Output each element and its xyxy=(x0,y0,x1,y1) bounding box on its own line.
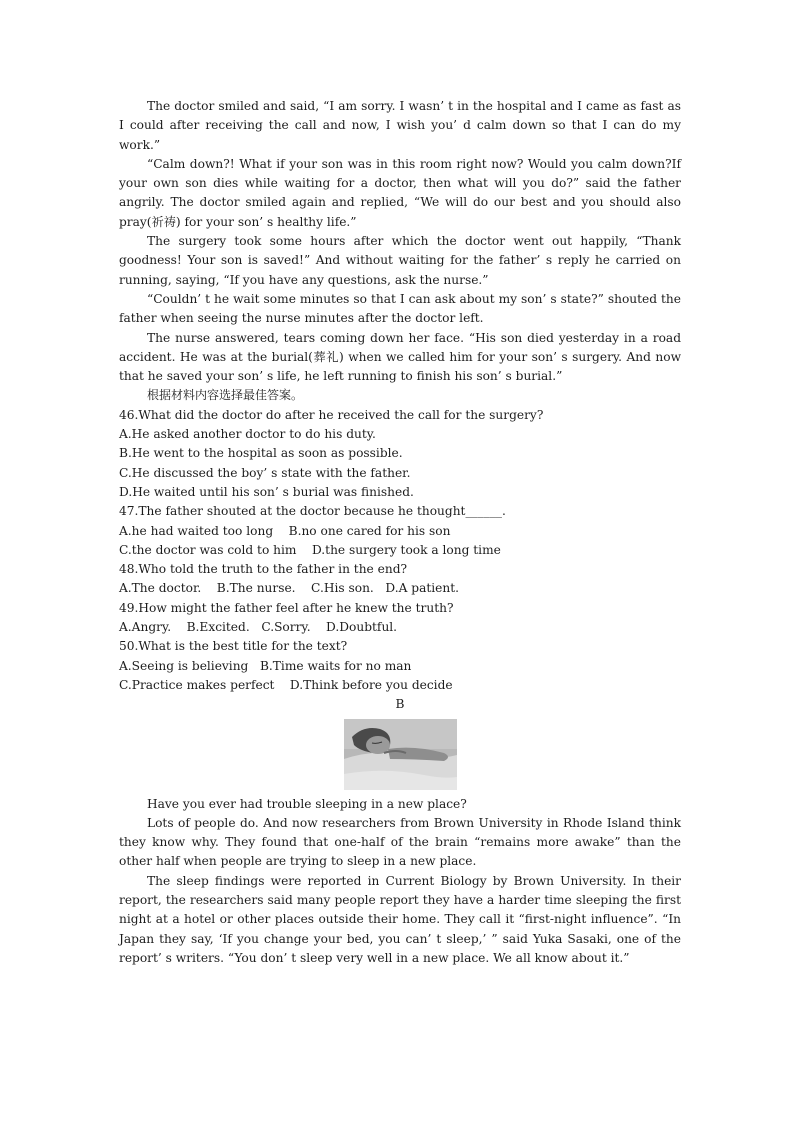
passage-b-paragraph-3: The sleep findings were reported in Current Biology by Brown University. In their report, the researchers said many people report they have a harder time sleeping the first night at a hotel or other places outside their home. They call it “first-night influence”. “In Japan they say, ‘If you change your bed, you can’ t sleep,’ ” said Yuka Sasaki, one of the report’ s writers. “You don’ t sleep very well in a new place. We all know about it.” xyxy=(119,873,681,965)
question-stem: 46.What did the doctor do after he received the call for the surgery? xyxy=(119,407,544,422)
question-option: A.He asked another doctor to do his duty. xyxy=(119,427,376,442)
document-page xyxy=(119,97,681,968)
question-47 xyxy=(119,502,681,560)
question-option: A.he had waited too long B.no one cared for his son xyxy=(119,523,451,538)
passage-b-paragraph-2: Lots of people do. And now researchers from Brown University in Rhode Island think they know why. They found that one-half of the brain “remains more awake” than the other half when people are trying to sleep in a new place. xyxy=(119,815,681,869)
question-stem: 47.The father shouted at the doctor because he thought______. xyxy=(119,504,506,519)
section-b-label: B xyxy=(395,697,405,712)
question-option: C.the doctor was cold to him D.the surgery took a long time xyxy=(119,542,501,557)
passage-b-paragraph-1: Have you ever had trouble sleeping in a new place? xyxy=(147,796,467,811)
question-option: A.Seeing is believing B.Time waits for no man xyxy=(119,658,412,673)
question-48 xyxy=(119,560,681,599)
question-option: A.Angry. B.Excited. C.Sorry. D.Doubtful. xyxy=(119,620,398,635)
question-option: D.He waited until his son’ s burial was finished. xyxy=(119,484,414,499)
question-option: B.He went to the hospital as soon as possible. xyxy=(119,446,403,461)
passage-a-paragraph-3: The surgery took some hours after which the doctor went out happily, “Thank goodness! Your son is saved!” And without waiting for the father’ s reply he carried on running, saying, “If you have any questions, ask the nurse.” xyxy=(119,234,681,287)
question-46 xyxy=(119,406,681,502)
question-49 xyxy=(119,599,681,638)
instruction: 根据材料内容选择最佳答案。 xyxy=(147,388,304,403)
question-option: C.Practice makes perfect D.Think before you decide xyxy=(119,677,453,692)
question-stem: 50.What is the best title for the text? xyxy=(119,639,348,654)
passage-a-paragraph-5: The nurse answered, tears coming down her face. “His son died yesterday in a road accident. He was at the burial(葬礼) when we called him for your son’ s surgery. And now that he saved your son’ s life, he left running to finish his son’ s burial.” xyxy=(119,330,681,384)
passage-a-paragraph-1: The doctor smiled and said, “I am sorry. I wasn’ t in the hospital and I came as fast as I could after receiving the call and now, I wish you’ d calm down so that I can do my work.” xyxy=(119,99,681,152)
passage-a-paragraph-2: “Calm down?! What if your son was in this room right now? Would you calm down?If your own son dies while waiting for a doctor, then what will you do?” said the father angrily. The doctor smiled again and replied, “We will do our best and you should also pray(祈祷) for your son’ s healthy life.” xyxy=(119,156,681,229)
question-stem: 48.Who told the truth to the father in the end? xyxy=(119,562,408,577)
passage-a-paragraph-4: “Couldn’ t he wait some minutes so that I can ask about my son’ s state?” shouted the father when seeing the nurse minutes after the doctor left. xyxy=(119,291,681,326)
question-option: C.He discussed the boy’ s state with the father. xyxy=(119,465,411,480)
question-stem: 49.How might the father feel after he knew the truth? xyxy=(119,600,454,615)
sleeping-woman-illustration xyxy=(344,719,457,790)
question-option: A.The doctor. B.The nurse. C.His son. D.A patient. xyxy=(119,581,459,596)
question-50 xyxy=(119,637,681,695)
